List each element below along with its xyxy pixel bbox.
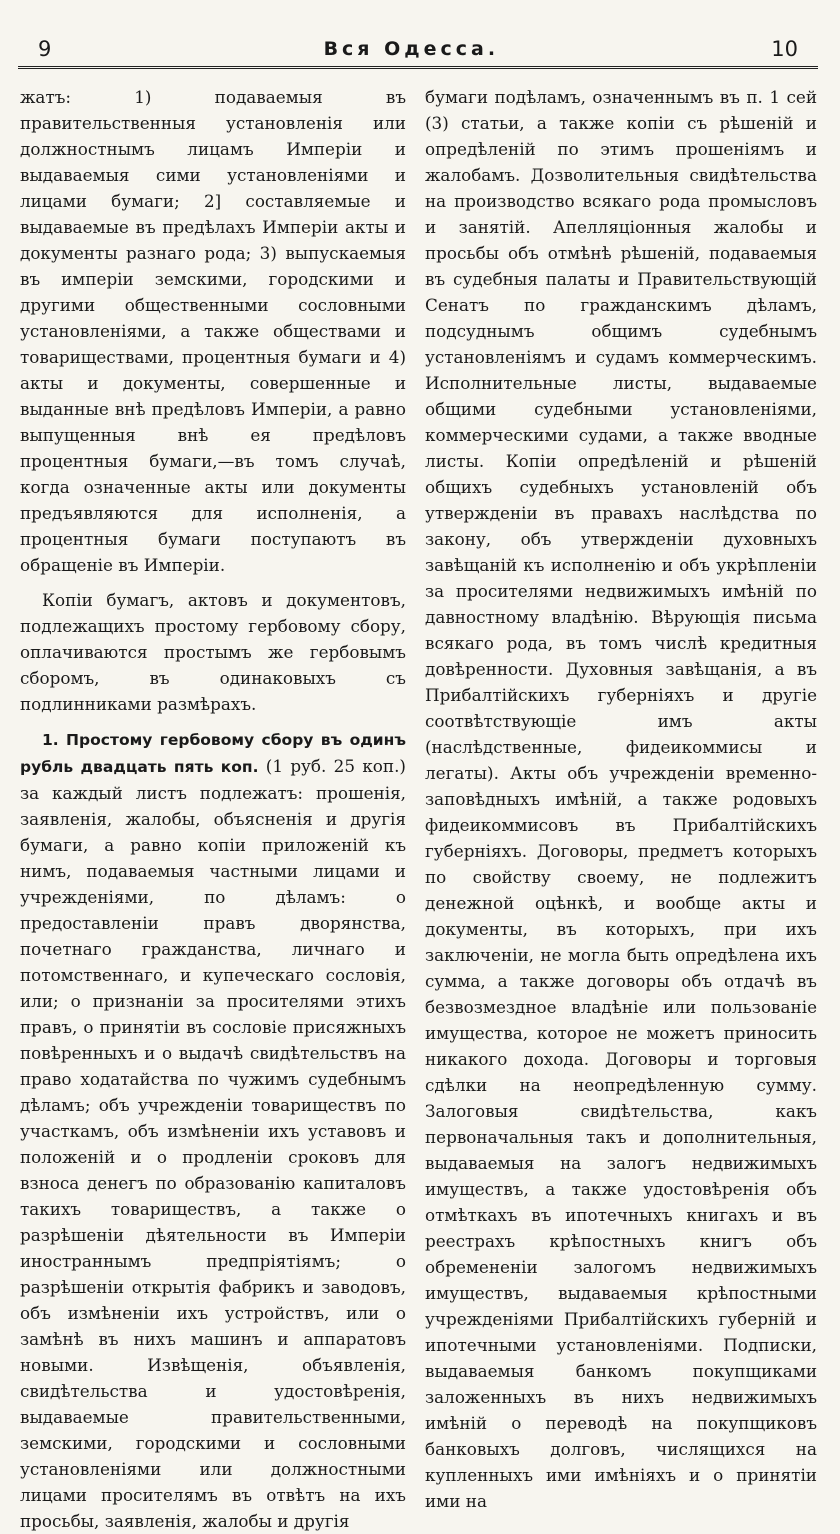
header-rule: [18, 66, 818, 69]
page-header: [18, 34, 818, 64]
right-column: [425, 84, 817, 1511]
paragraph: [20, 726, 406, 1534]
page-number-left: 9: [38, 37, 52, 61]
paragraph: Копіи бумагъ, актовъ и документовъ, подлежащихъ простому гербовому сбору, оплачиваются простымъ же гербовымъ сборомъ, въ одинаковыхъ съ подлинниками размѣрахъ.: [20, 590, 406, 714]
paragraph-text: (1 руб. 25 коп.) за каждый листъ подлежатъ: прошенія, заявленія, жалобы, объясненія и другія бумаги, а равно копіи приложеній къ нимъ, подаваемыя частными лицами и учрежденіями, по дѣламъ: о предоставленіи правъ дворянства, почетнаго гражданства, личнаго и потомственнаго, и купеческаго сословія, или; о признаніи за просителями этихъ правъ, о принятіи въ сословіе присяжныхъ повѣренныхъ и о выдачѣ свидѣтельствъ на право ходатайства по чужимъ судебнымъ дѣламъ; объ учрежденіи товариществъ по участкамъ, объ измѣненіи ихъ уставовъ и положеній и о продленіи сроковъ для взноса денегъ по образованію капиталовъ такихъ товариществъ, а также о разрѣшеніи дѣятельности въ Имперіи иностраннымъ предпріятіямъ; о разрѣшеніи открытія фабрикъ и заводовъ, объ измѣненіи ихъ устройствъ, или о замѣнѣ въ нихъ машинъ и аппаратовъ новыми. Извѣщенія, объявленія, свидѣтельства и удостовѣренія, выдаваемые правительственными, земскими, городскими и сословными установленіями или должностными лицами просителямъ въ отвѣтъ на ихъ просьбы, заявленія, жалобы и другія: [20, 756, 406, 1531]
paragraph: бумаги подѣламъ, означеннымъ въ п. 1 сей (3) статьи, а также копіи съ рѣшеній и опредѣленій по этимъ прошеніямъ и жалобамъ. Дозволительныя свидѣтельства на производство всякаго рода промысловъ и занятій. Апелляціонныя жалобы и просьбы объ отмѣнѣ рѣшеній, подаваемыя въ судебныя палаты и Правительствующій Сенатъ по гражданскимъ дѣламъ, подсуднымъ общимъ судебнымъ установленіямъ и судамъ коммерческимъ. Исполнительные листы, выдаваемые общими судебными установленіями, коммерческими судами, а также вводные листы. Копіи опредѣленій и рѣшеній общихъ судебныхъ установленій объ утвержденіи въ правахъ наслѣдства по закону, объ утвержденіи духовныхъ завѣщаній къ исполненію и объ укрѣпленіи за просителями недвижимыхъ имѣній по давностному владѣнію. Вѣрующія письма всякаго рода, въ томъ числѣ кредитныя довѣренности. Духовныя завѣщанія, а въ Прибалтійскихъ губерніяхъ и другіе соотвѣтствующіе имъ акты (наслѣдственные, фидеикоммисы и легаты). Акты объ учрежденіи временно-заповѣдныхъ имѣній, а также родовыхъ фидеикоммисовъ въ Прибалтійскихъ губерніяхъ. Договоры, предметъ которыхъ по свойству своему, не подлежитъ денежной оцѣнкѣ, и вообще акты и документы, въ которыхъ, при ихъ заключеніи, не могла быть опредѣлена ихъ сумма, а также договоры объ отдачѣ въ безвозмездное владѣніе или пользованіе имущества, которое не можетъ приносить никакого дохода. Договоры и торговыя сдѣлки на неопредѣленную сумму. Залоговыя свидѣтельства, какъ первоначальныя такъ и дополнительныя, выдаваемыя на залогъ недвижимыхъ имуществъ, а также удостовѣренія объ отмѣткахъ въ ипотечныхъ книгахъ и въ реестрахъ крѣпостныхъ книгъ объ обремененіи залогомъ недвижимыхъ имуществъ, выдаваемыя крѣпостными учрежденіями Прибалтійскихъ губерній и ипотечными установленіями. Подписки, выдаваемыя банкомъ покупщиками заложенныхъ въ нихъ недвижимыхъ имѣній о переводѣ на покупщиковъ банковыхъ долговъ, числящихся на купленныхъ ими имѣніяхъ и о принятіи ими на: [425, 87, 817, 1511]
paragraph: жатъ: 1) подаваемыя въ правительственныя установленія или должностнымъ лицамъ Имперіи и выдаваемыя сими установленіями и лицами бумаги; 2] составляемые и выдаваемые въ предѣлахъ Имперіи акты и документы разнаго рода; 3) выпускаемыя въ имперіи земскими, городскими и другими общественными сословными установленіями, а также обществами и товариществами, процентныя бумаги и 4) акты и документы, совершенные и выданные внѣ предѣловъ Имперіи, а равно выпущенныя внѣ ея предѣловъ процентныя бумаги,—въ томъ случаѣ, когда означенные акты или документы предъявляются для исполненія, а процентныя бумаги поступаютъ въ обращеніе въ Имперіи.: [20, 87, 406, 575]
page-number-right: 10: [771, 37, 798, 61]
section-heading: 1. Простому гербовому сбору въ одинъ рубль двадцать пять коп.: [20, 731, 406, 776]
running-title: Вся Одесса.: [323, 38, 500, 60]
left-column: [20, 84, 406, 1531]
